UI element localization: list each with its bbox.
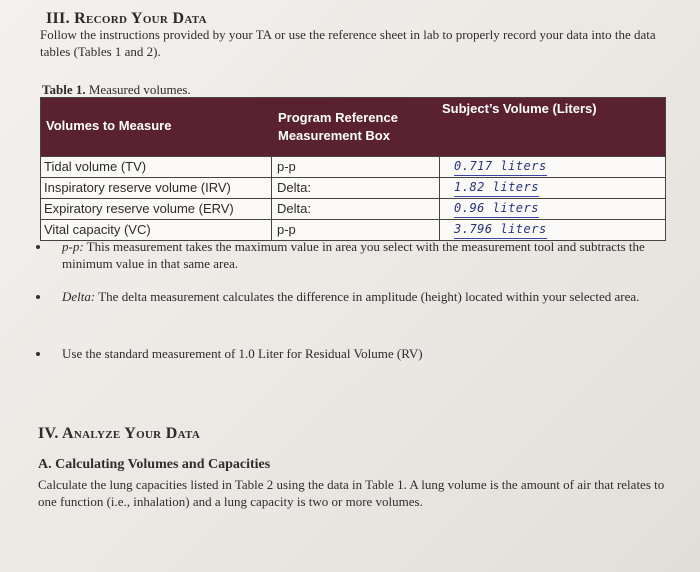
box-cell: p-p [272, 220, 440, 240]
bullet-icon [36, 295, 40, 299]
measure-cell: Vital capacity (VC) [41, 220, 272, 240]
section-heading-analyze-data: IV. Analyze Your Data [38, 425, 201, 442]
handwritten-value: 0.717 liters [454, 157, 547, 176]
measure-cell: Tidal volume (TV) [41, 157, 272, 177]
analysis-paragraph: Calculate the lung capacities listed in Table 2 using the data in Table 1. A lung volume is the amount of air that relates to one function (i.e., inhalation) and a lung capacity is two or more volumes. [38, 477, 665, 509]
handwritten-value: 1.82 liters [454, 178, 539, 197]
value-cell[interactable] [440, 157, 665, 177]
value-cell[interactable] [440, 178, 665, 198]
header-volumes-to-measure: Volumes to Measure [46, 118, 172, 133]
measured-volumes-table [40, 97, 666, 241]
handwritten-value: 3.796 liters [454, 220, 547, 239]
table-caption-text: Measured volumes. [85, 82, 191, 97]
table-row [41, 177, 665, 198]
header-subject-volume: Subject’s Volume (Liters) [442, 101, 597, 116]
header-program-reference-box: Program Reference Measurement Box [278, 110, 398, 143]
term-delta: Delta: [62, 289, 96, 304]
box-cell: p-p [272, 157, 440, 177]
value-cell[interactable] [440, 199, 665, 219]
table-row [41, 156, 665, 177]
table-header-row [41, 98, 665, 156]
table-caption-label: Table 1. [42, 82, 86, 97]
measure-cell: Inspiratory reserve volume (IRV) [41, 178, 272, 198]
table-caption [42, 82, 191, 98]
box-cell: Delta: [272, 199, 440, 219]
intro-paragraph: Follow the instructions provided by your TA or use the reference sheet in lab to properly record your data into the data tables (Tables 1 and 2). [40, 27, 656, 59]
bullet-icon [36, 245, 40, 249]
term-pp: p-p: [62, 239, 84, 254]
definition-text: The delta measurement calculates the difference in amplitude (height) located within your selected area. [95, 289, 640, 304]
bullet-icon [36, 352, 40, 356]
measure-cell: Expiratory reserve volume (ERV) [41, 199, 272, 219]
section-heading-record-data: III. Record Your Data [46, 10, 207, 27]
definition-text: Use the standard measurement of 1.0 Liter for Residual Volume (RV) [62, 346, 423, 361]
handwritten-value: 0.96 liters [454, 199, 539, 218]
box-cell: Delta: [272, 178, 440, 198]
subheading-calculating: A. Calculating Volumes and Capacities [38, 457, 271, 472]
table-row [41, 198, 665, 219]
definition-text: This measurement takes the maximum value in area you select with the measurement tool and subtracts the minimum value in that same area. [62, 239, 645, 271]
value-cell[interactable] [440, 220, 665, 240]
table-row [41, 219, 665, 240]
